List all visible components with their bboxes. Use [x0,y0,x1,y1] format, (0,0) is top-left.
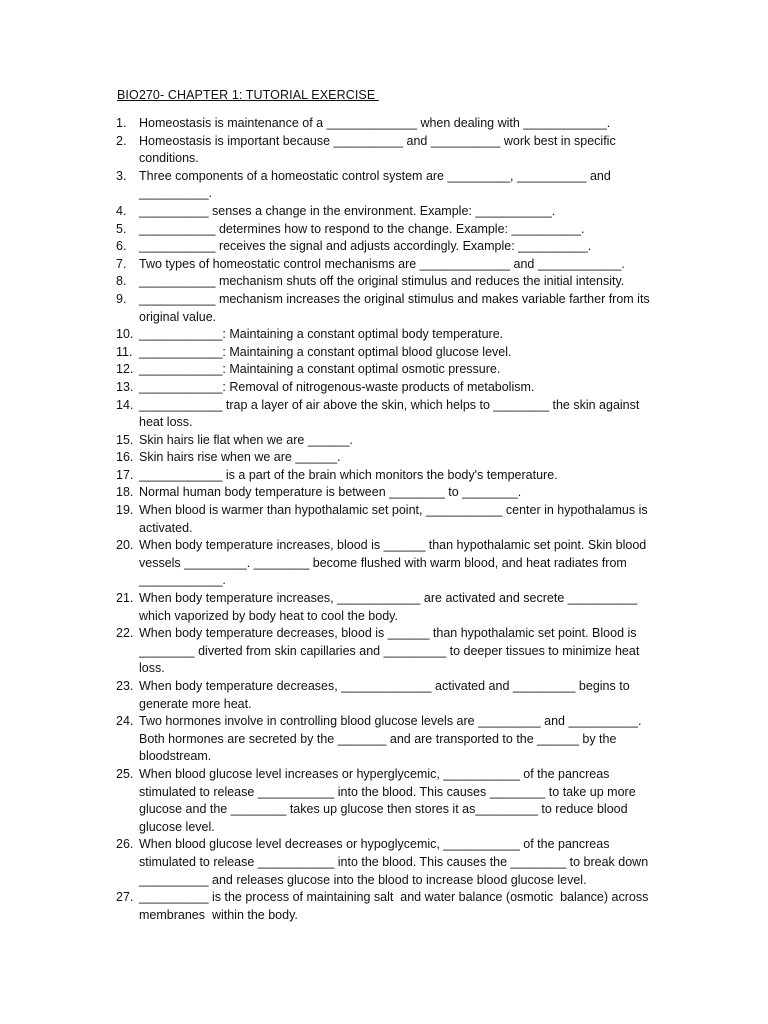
question-text: Two hormones involve in controlling blood glucose levels are _________ and __________. Both hormones are secreted by the _______ and are transported to the ______ by the bloodstream. [139,714,642,764]
question-item [0,766,679,836]
question-number: 21. [116,591,134,606]
question-text: When blood is warmer than hypothalamic set point, ___________ center in hypothalamus is activated. [139,503,648,535]
question-number: 6. [116,239,127,254]
question-item [0,484,679,502]
question-number: 18. [116,485,134,500]
question-text: ___________ receives the signal and adjusts accordingly. Example: __________. [139,239,592,254]
question-item [0,537,679,590]
question-item [0,449,679,467]
question-text: When body temperature decreases, _____________ activated and _________ begins to generate more heat. [139,679,630,711]
question-item [0,836,679,889]
question-text: ____________: Maintaining a constant optimal blood glucose level. [139,344,512,359]
question-number: 7. [116,256,127,271]
question-text: ____________ trap a layer of air above the skin, which helps to ________ the skin against heat loss. [139,397,640,430]
question-text: Skin hairs lie flat when we are ______. [139,432,354,447]
question-item [0,432,679,450]
question-item [0,625,679,678]
question-text: ____________: Removal of nitrogenous-waste products of metabolism. [139,379,535,394]
question-number: 15. [116,432,134,447]
question-number: 13. [116,379,134,394]
question-item [0,379,679,397]
question-item [0,889,679,924]
question-number: 17. [116,467,134,482]
question-number: 25. [116,766,134,781]
question-number: 20. [116,538,134,553]
question-text: ___________ mechanism increases the original stimulus and makes variable farther from its original value. [139,291,650,324]
question-item [0,203,679,221]
question-text: Skin hairs rise when we are ______. [139,450,341,465]
question-text: Two types of homeostatic control mechanisms are _____________ and ____________. [139,256,625,271]
question-text: ____________: Maintaining a constant optimal osmotic pressure. [139,362,501,377]
question-item [0,133,679,168]
question-item [0,326,679,344]
question-item [0,273,679,291]
question-number: 3. [116,168,127,183]
question-item [0,502,679,537]
question-item [0,168,679,203]
question-item [0,467,679,485]
question-text: When blood glucose level decreases or hypoglycemic, ___________ of the pancreas stimulated to release ___________ into the blood. This causes the ________ to break down __________ and releases glucose into the blood to increase blood glucose level. [139,837,649,887]
question-number: 8. [116,274,127,289]
question-number: 5. [116,221,127,236]
question-list [0,115,768,924]
question-number: 19. [116,503,134,518]
question-text: Three components of a homeostatic control system are _________, __________ and __________. [139,168,611,201]
question-text: Homeostasis is maintenance of a _____________ when dealing with ____________. [139,116,611,130]
question-item [0,256,679,274]
question-text: When body temperature decreases, blood is ______ than hypothalamic set point. Blood is ________ diverted from skin capillaries and _________ to deeper tissues to minimize heat loss. [139,626,640,676]
question-item [0,590,679,625]
question-text: __________ is the process of maintaining salt and water balance (osmotic balance) across membranes within the body. [139,890,649,922]
question-text: When body temperature increases, blood is ______ than hypothalamic set point. Skin blood vessels _________. ________ become flushed with warm blood, and heat radiates from ____________. [139,538,647,588]
question-text: When blood glucose level increases or hyperglycemic, ___________ of the pancreas stimulated to release ___________ into the blood. This causes ________ to take up more glucose and the ________ takes up glucose then stores it as_________ to reduce blood glucose level. [139,766,636,834]
question-number: 27. [116,890,134,905]
question-item [0,238,679,256]
question-text: ____________: Maintaining a constant optimal body temperature. [139,327,504,342]
question-number: 11. [116,344,133,359]
document-title: BIO270- CHAPTER 1: TUTORIAL EXERCISE [117,88,379,102]
question-number: 16. [116,450,134,465]
question-text: ___________ determines how to respond to the change. Example: __________. [139,221,585,236]
question-text: __________ senses a change in the environment. Example: ___________. [139,203,556,218]
question-item [0,221,679,239]
question-number: 26. [116,837,134,852]
question-number: 4. [116,203,127,218]
question-number: 12. [116,362,134,377]
question-item [0,678,679,713]
question-number: 2. [116,133,127,148]
question-number: 10. [116,327,134,342]
question-number: 22. [116,626,134,641]
question-text: Homeostasis is important because __________ and __________ work best in specific conditions. [139,133,616,166]
question-number: 14. [116,397,134,412]
question-text: ___________ mechanism shuts off the original stimulus and reduces the initial intensity. [139,274,625,289]
question-number: 23. [116,679,134,693]
question-text: When body temperature increases, ____________ are activated and secrete __________ which vaporized by body heat to cool the body. [139,591,638,623]
question-item [0,344,679,362]
question-item [0,115,679,133]
question-item [0,397,679,432]
question-number: 1. [116,116,127,130]
question-item [0,291,679,326]
question-item [0,713,679,766]
question-number: 24. [116,714,134,729]
question-text: ____________ is a part of the brain which monitors the body's temperature. [139,467,558,482]
question-text: Normal human body temperature is between ________ to ________. [139,485,522,500]
question-number: 9. [116,291,127,306]
question-item [0,361,679,379]
